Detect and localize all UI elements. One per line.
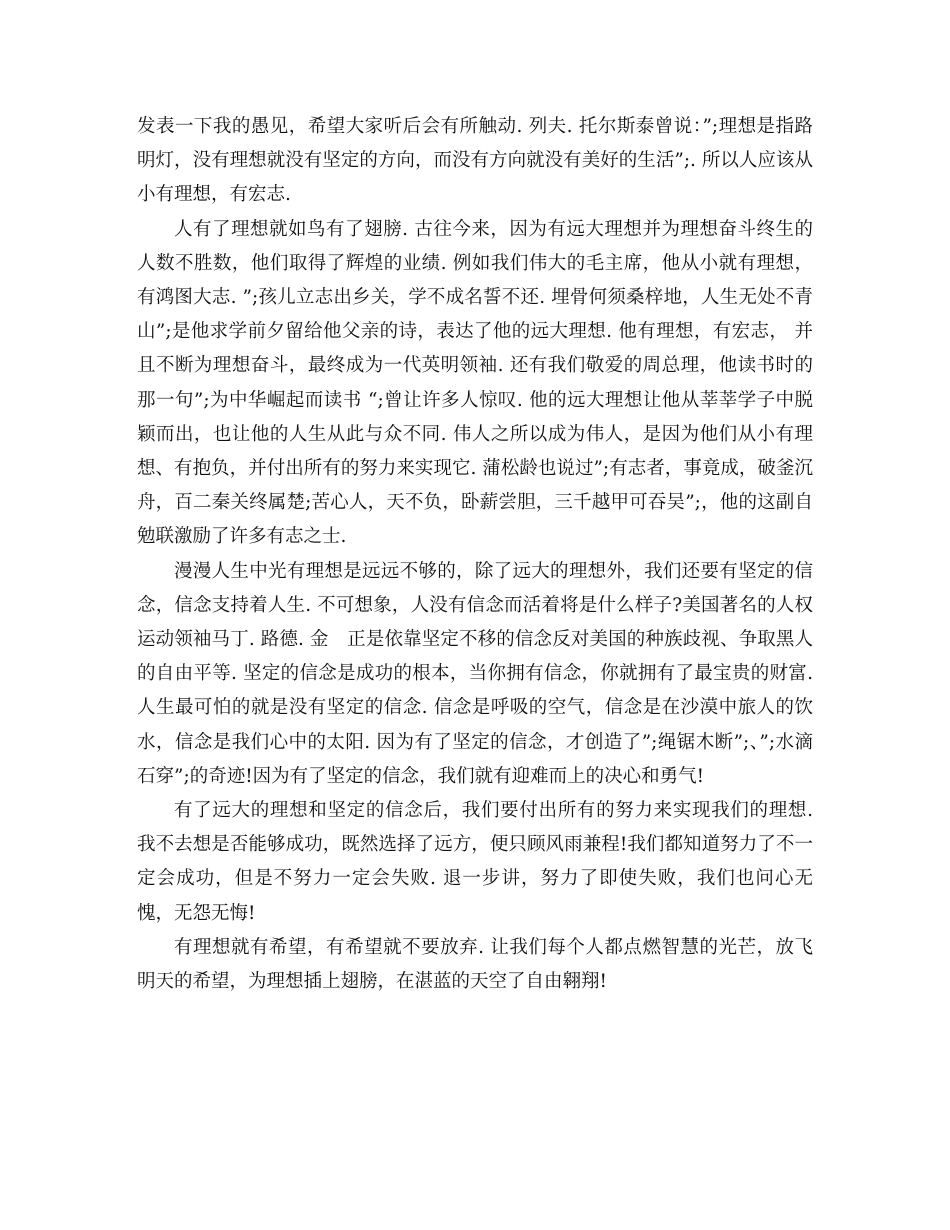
paragraph-hope: 有理想就有希望，有希望就不要放弃. 让我们每个人都点燃智慧的光芒，放飞明天的希望，为理想插上翅膀，在湛蓝的天空了自由翱翔! xyxy=(137,936,813,993)
paragraph-effort: 有了远大的理想和坚定的信念后，我们要付出所有的努力来实现我们的理想. 我不去想是否能够成功，既然选择了远方，便只顾风雨兼程!我们都知道努力了不一定会成功，但是不努力一定会失败. 退一步讲，努力了即使失败，我们也问心无愧，无怨无悔! xyxy=(137,800,813,924)
paragraph-ideal-wings: 人有了理想就如鸟有了翅膀. 古往今来，因为有远大理想并为理想奋斗终生的人数不胜数，他们取得了辉煌的业绩. 例如我们伟大的毛主席，他从小就有理想， 有鸿图大志. ”;孩儿立志出乡关，学不成名誓不还. 埋骨何须桑梓地，人生无处不青山”;是他求学前夕留给他父亲的诗，表达了他的远大理想. 他有理想，有宏志， 并且不断为理想奋斗，最终成为一代英明领袖. 还有我们敬爱的周总理，他读书时的那一句”;为中华崛起而读书 “;曾让许多人惊叹. 他的远大理想让他从莘莘学子中脱颖而出，也让他的人生从此与众不同. 伟人之所以成为伟人，是因为他们从小有理想、有抱负，并付出所有的努力来实现它. 蒲松龄也说过”;有志者，事竟成，破釜沉舟，百二秦关终属楚;苦心人，天不负，卧薪尝胆，三千越甲可吞吴”;，他的这副自勉联激励了许多有志之士. xyxy=(137,218,813,548)
paragraph-continuation: 发表一下我的愚见，希望大家听后会有所触动. 列夫. 托尔斯泰曾说：”;理想是指路明灯，没有理想就没有坚定的方向，而没有方向就没有美好的生活”;. 所以人应该从小有理想，有宏志. xyxy=(137,116,813,206)
document-body xyxy=(137,110,813,999)
paragraph-belief: 漫漫人生中光有理想是远远不够的，除了远大的理想外，我们还要有坚定的信念，信念支持着人生. 不可想象，人没有信念而活着将是什么样子?美国著名的人权运动领袖马丁. 路德. 金 正是依靠坚定不移的信念反对美国的种族歧视、争取黑人的自由平等. 坚定的信念是成功的根本，当你拥有信念，你就拥有了最宝贵的财富. 人生最可怕的就是没有坚定的信念. 信念是呼吸的空气，信念是在沙漠中旅人的饮水，信念是我们心中的太阳. 因为有了坚定的信念，才创造了”;绳锯木断”;、”;水滴石穿”;的奇迹!因为有了坚定的信念，我们就有迎难而上的决心和勇气! xyxy=(137,560,813,787)
